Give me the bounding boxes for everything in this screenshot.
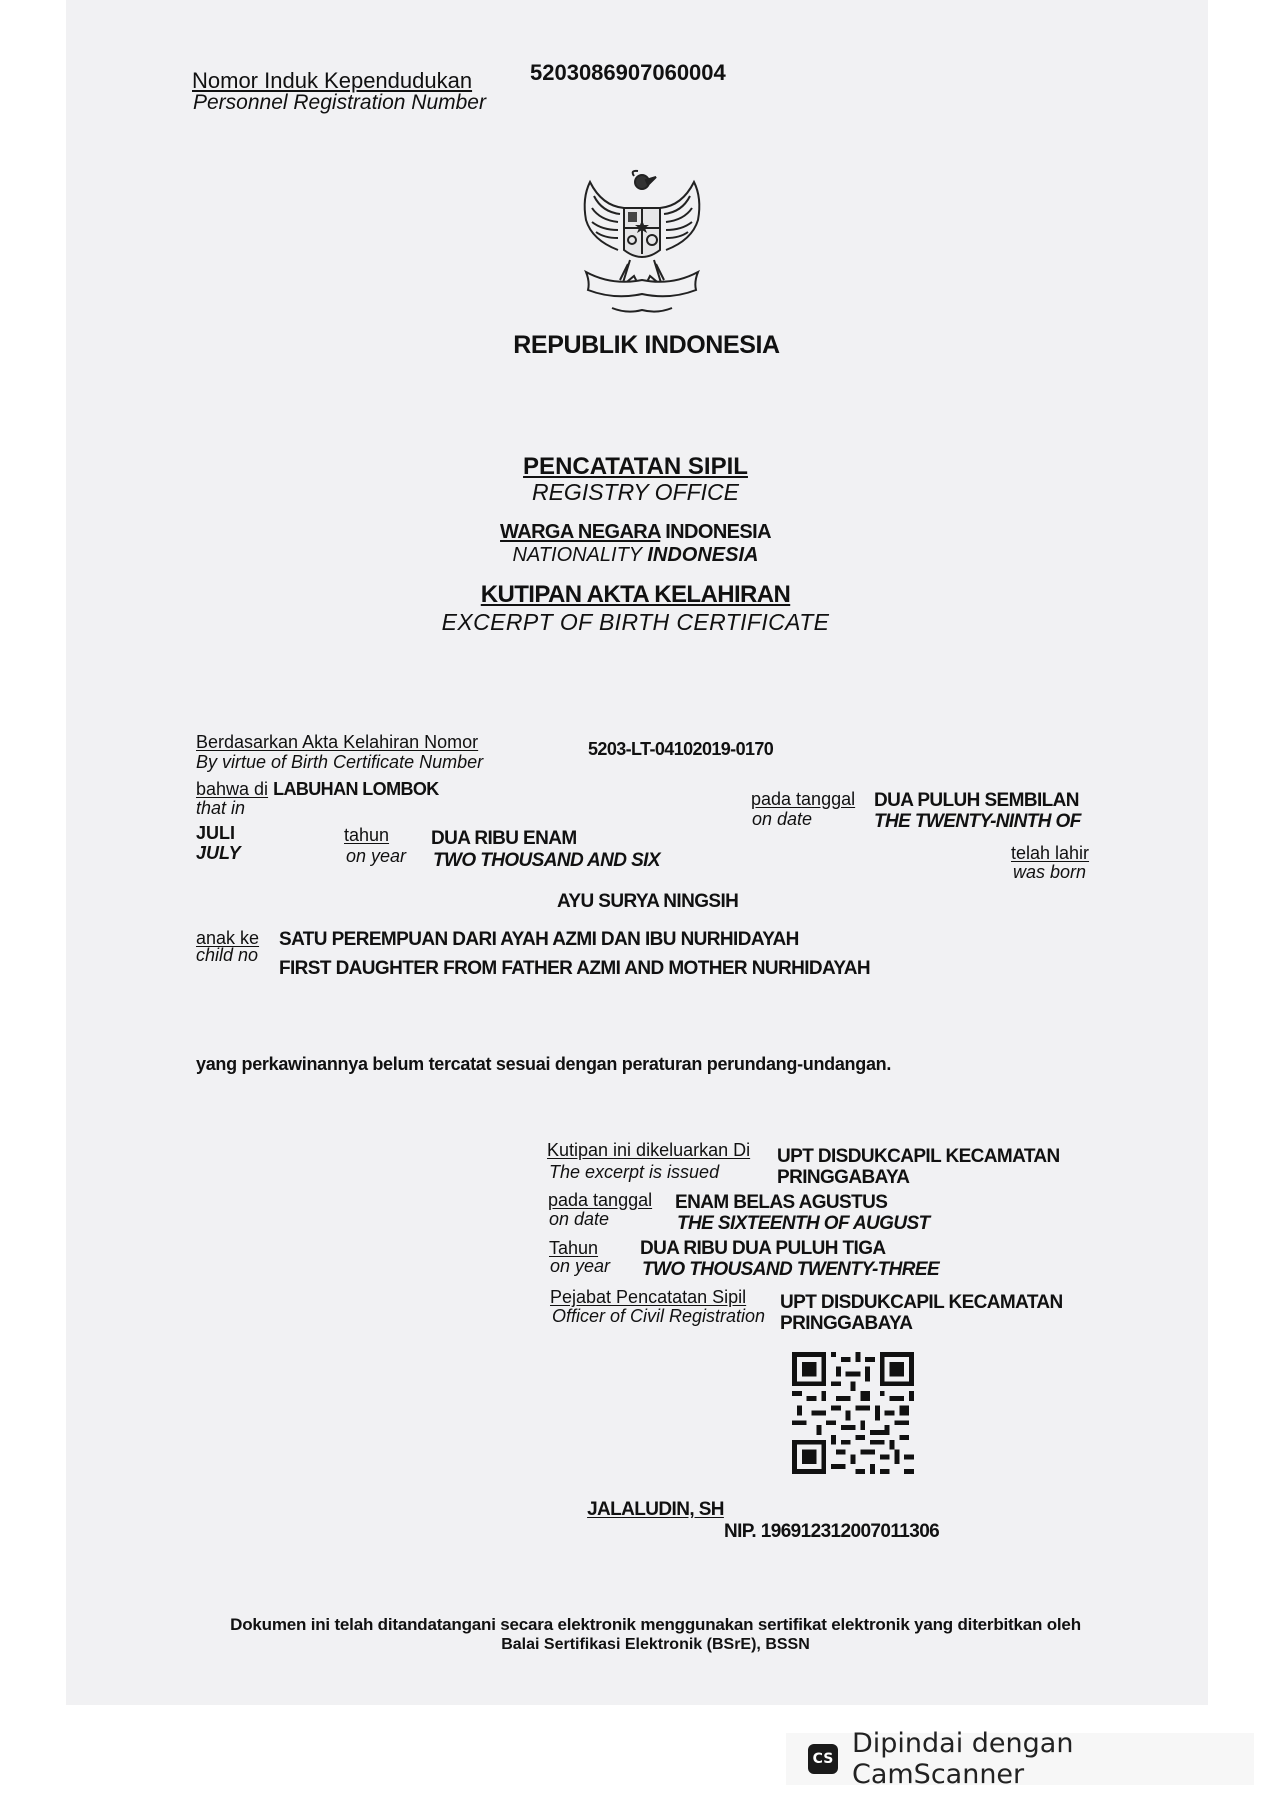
child-no-label: anak ke: [196, 928, 260, 948]
birth-date-label: pada tanggal: [751, 789, 856, 809]
cert-number-label-en: By virtue of Birth Certificate Number: [196, 752, 484, 772]
nationality-value: INDONESIA: [665, 521, 771, 543]
issue-year-label-en: on year: [550, 1256, 611, 1276]
child-name: AYU SURYA NINGSIH: [557, 891, 739, 912]
nationality-label: WARGA NEGARA: [500, 521, 661, 543]
nik-value: 5203086907060004: [530, 60, 726, 85]
office-title-en: REGISTRY OFFICE: [531, 479, 740, 505]
birth-year-label-en: on year: [346, 846, 407, 866]
birth-month-value: JULI: [196, 823, 236, 843]
garuda-emblem-icon: [572, 168, 712, 318]
camscanner-badge: [786, 1728, 1254, 1790]
nationality-line: [0, 522, 1271, 542]
birth-month-value-en: JULY: [196, 843, 241, 863]
born-label: telah lahir: [1011, 843, 1090, 863]
issue-year-value-en: TWO THOUSAND TWENTY-THREE: [642, 1259, 940, 1280]
birth-year-value: DUA RIBU ENAM: [431, 828, 577, 849]
birth-place-label: bahwa di: [196, 779, 269, 799]
nationality-line-en: [0, 545, 1271, 565]
birth-place-label-en: that in: [196, 798, 246, 818]
signer-name: JALALUDIN, SH: [587, 1499, 724, 1520]
signer-nip: NIP. 196912312007011306: [724, 1521, 940, 1542]
document-title: KUTIPAN AKTA KELAHIRAN: [480, 581, 791, 608]
child-no-label-en: child no: [196, 945, 259, 965]
document-title-en: EXCERPT OF BIRTH CERTIFICATE: [441, 609, 830, 635]
child-no-value-en: FIRST DAUGHTER FROM FATHER AZMI AND MOTHER NURHIDAYAH: [279, 958, 870, 979]
issue-date-label-en: on date: [549, 1209, 610, 1229]
country-title: REPUBLIK INDONESIA: [513, 331, 780, 359]
officer-value-line2: PRINGGABAYA: [780, 1313, 913, 1334]
nationality-value-en: INDONESIA: [647, 544, 759, 566]
birth-year-label: tahun: [344, 825, 390, 845]
issue-date-value: ENAM BELAS AGUSTUS: [675, 1192, 888, 1213]
office-title: PENCATATAN SIPIL: [523, 453, 748, 480]
issued-value-line2: PRINGGABAYA: [777, 1167, 910, 1188]
footer-note-line2: Balai Sertifikasi Elektronik (BSrE), BSSN: [501, 1636, 810, 1653]
child-no-value: SATU PEREMPUAN DARI AYAH AZMI DAN IBU NURHIDAYAH: [279, 929, 799, 950]
birth-place-value: LABUHAN LOMBOK: [273, 779, 439, 799]
officer-label-en: Officer of Civil Registration: [552, 1306, 766, 1326]
birth-date-value: DUA PULUH SEMBILAN: [874, 790, 1079, 811]
issue-year-label: Tahun: [549, 1238, 599, 1258]
camscanner-logo-icon: CS: [808, 1744, 838, 1774]
born-label-en: was born: [1013, 862, 1087, 882]
issue-date-value-en: THE SIXTEENTH OF AUGUST: [677, 1213, 930, 1234]
birth-date-label-en: on date: [752, 809, 813, 829]
birth-date-value-en: THE TWENTY-NINTH OF: [874, 811, 1081, 832]
birth-place-line: [196, 780, 439, 798]
cert-number-value: 5203-LT-04102019-0170: [588, 739, 774, 759]
qr-code-icon: [792, 1352, 914, 1474]
issue-date-label: pada tanggal: [548, 1190, 653, 1210]
marriage-note: yang perkawinannya belum tercatat sesuai dengan peraturan perundang-undangan.: [196, 1054, 892, 1074]
footer-note: Dokumen ini telah ditandatangani secara elektronik menggunakan sertifikat elektronik yang diterbitkan oleh: [230, 1615, 1081, 1634]
nik-label: Nomor Induk Kependudukan: [192, 68, 473, 93]
birth-year-value-en: TWO THOUSAND AND SIX: [433, 850, 660, 871]
issued-value: UPT DISDUKCAPIL KECAMATAN: [777, 1146, 1060, 1167]
issued-label: Kutipan ini dikeluarkan Di: [547, 1140, 751, 1160]
issue-year-value: DUA RIBU DUA PULUH TIGA: [640, 1238, 886, 1259]
issued-label-en: The excerpt is issued: [549, 1162, 720, 1182]
officer-value: UPT DISDUKCAPIL KECAMATAN: [780, 1292, 1063, 1313]
cert-number-label: Berdasarkan Akta Kelahiran Nomor: [196, 732, 479, 752]
officer-label: Pejabat Pencatatan Sipil: [550, 1287, 747, 1307]
camscanner-text: Dipindai dengan CamScanner: [851, 1728, 1074, 1790]
nationality-label-en: NATIONALITY: [512, 544, 642, 566]
nik-label-en: Personnel Registration Number: [193, 91, 486, 114]
